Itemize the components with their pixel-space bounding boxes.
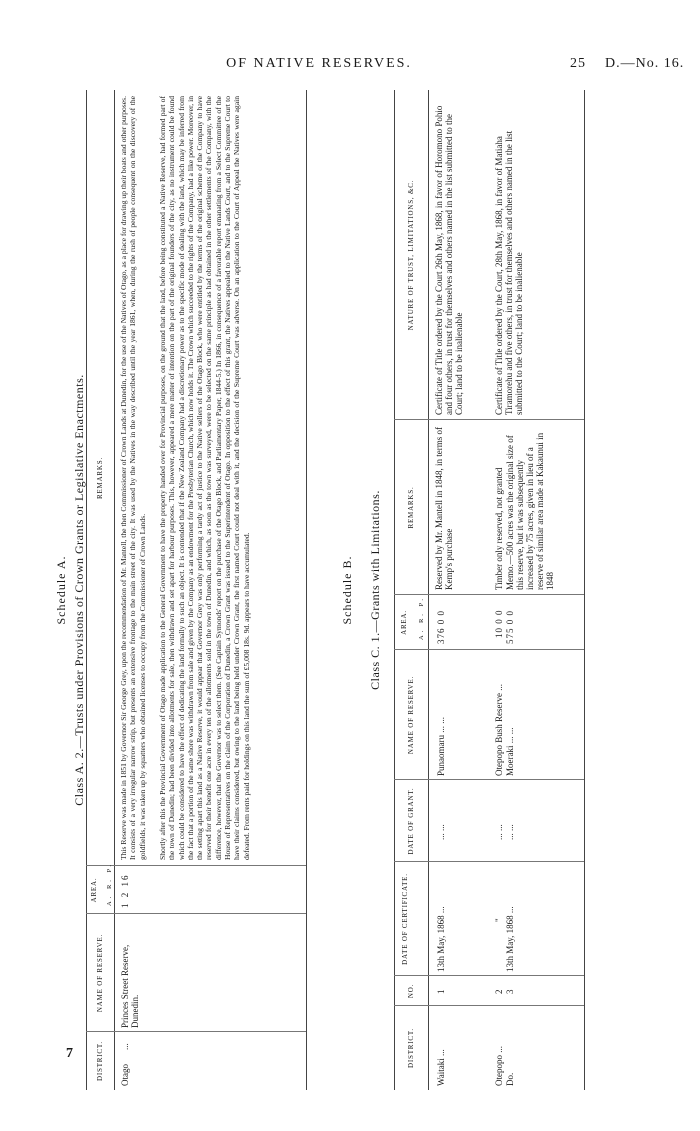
b-row1-reserve: Punaomaru ... ...	[436, 717, 446, 776]
b-row1-cert: 13th May, 1868 ...	[436, 906, 446, 972]
area-units-a: A. R. P.	[106, 861, 113, 906]
b-row2-no: 2	[494, 989, 504, 994]
col-no-b: NO.	[407, 983, 415, 999]
remarks-paragraph-2: Shortly after this the Provincial Government of Otago made application to the General Government to have the property handed over for Provincial purposes, on the ground that the land, before being constituted a Native Reserve, had formed part of the town of Dunedin; had been divided into allotments for sale, then withdrawn and set apart for harbour purposes. This, however, appeared a mere matter of intention on the part of the original founders of the city, as no instrument could be found which could be considered to have the effect of dedicating the land formally to such an object. It is contended that if the New Zealand Company had a discretionary power as to the specific mode of dealing with the land, which may be inferred from the fact that a portion of the same shore was withdrawn from sale and given by the Company as an endowment for the Presbyterian Church, which now holds it. The Crown which succeeded to the rights of the Company, had a like power. Moreover, in the setting apart this land as a Native Reserve, it would appear that Governor Grey was only performing a tardy act of justice to the Native sellers of the Otago Block, who were entitled by the terms of the original scheme of the Company to have reserved for their benefit one acre in every ten of the allotments sold in the town of Dunedin, and which, as soon as the town was surveyed, were to be selected on the same principle as had obtained in the other settlements of the Company, with the difference, however, that the Governor was to select them. (See Captain Symonds' report on the purchase of the Otago Block, and Parliamentary Paper, 1844-5.) In 1866, in consequence of a favorable report emanating from a Select Committee of the House of Representatives on the claim of the Corporation of Dunedin, a Crown Grant was issued to the Superintendent of Otago. In opposition to the effect of this grant, the Natives appealed to the Native Lands Court, and to the Supreme Court to have their claims considered, but owing to the land being held under Crown Grant, the first named Court could not deal with it, and the decision of the Supreme Court was adverse. On an application to the Court of Appeal the Natives were again defeated. From rents paid for holdings on this land the sum of £5,008 18s. 9d. appears to have accumulated.	[158, 96, 251, 860]
row-area: 1 2 16	[120, 873, 130, 908]
col-district-b: DISTRICT.	[407, 1028, 415, 1068]
b-row3-trust: Certificate of Title ordered by the Court, 28th May, 1868, in favor of Matiaha Tiramorehu and five others, in trust for themselves and others named in the list submitted to the Court; land to be inalienable	[494, 130, 524, 415]
b-row3-cert: 13th May, 1868 ...	[505, 906, 515, 972]
b-row2-cert: "	[494, 918, 504, 922]
row-district: Otago	[120, 1064, 130, 1086]
schedule-b-title: Schedule B.	[340, 555, 354, 625]
col-area-a: AREA.	[90, 877, 98, 903]
col-reserve-a: NAME OF RESERVE.	[96, 933, 104, 1013]
b-row1-grant: ... ...	[436, 824, 446, 840]
col-remarks-b: REMARKS.	[407, 486, 415, 529]
b-row1-area: 376 0 0	[436, 610, 446, 644]
schedule-b-table	[394, 90, 584, 1090]
b-row1-remarks: Reserved by Mr. Mantell in 1848, in terms of Kemp's purchase	[434, 427, 454, 590]
b-row1-district: Waitaki ...	[436, 1049, 446, 1086]
col-grant-date-b: DATE OF GRANT.	[407, 787, 415, 855]
side-number: 7	[66, 1046, 73, 1061]
b-row3-no: 3	[505, 989, 515, 994]
b-row3-grant: ... ...	[505, 824, 515, 840]
schedule-a-table	[86, 90, 306, 1090]
b-row3-district: Do.	[505, 1072, 515, 1086]
row-reserve: Princes Street Reserve, Dunedin.	[120, 944, 140, 1028]
b-row2-area: 10 0 0	[494, 609, 504, 638]
remarks-paragraph-1: This Reserve was made in 1851 by Governor Sir George Grey, upon the recommendation of Mr. Mantell, the then Commissioner of Crown Lands at Dunedin, for the use of the Natives of Otago, as a place for drawing up their boats and other purposes. It consists of a very irregular narrow strip, but presents an extensive frontage to the main street of the city. It was used by the Natives in the way described until the year 1861, when, during the rush of people consequent on the discovery of the goldfields, it was taken up by squatters who obtained licenses to occupy from the Commissioner of Crown Lands.	[119, 96, 147, 860]
col-trust-b: NATURE OF TRUST, LIMITATIONS, &C.	[407, 179, 415, 331]
col-area-b: AREA.	[400, 610, 408, 635]
area-units-b: A. R. P.	[418, 595, 425, 640]
row-dots: ...	[120, 1043, 130, 1050]
b-row2-district: Otepopo ...	[494, 1046, 504, 1086]
col-district-a: DISTRICT.	[96, 1041, 104, 1081]
col-remarks-a: REMARKS.	[96, 457, 104, 499]
running-header-title: OF NATIVE RESERVES.	[226, 56, 412, 71]
schedule-b-class-title: Class C. 1.—Grants with Limitations.	[368, 490, 382, 690]
col-reserve-b: NAME OF RESERVE.	[407, 675, 415, 755]
b-row3-remarks: Memo.—500 acres was the original size of this reserve, but it was subsequently increased by 75 acres, given in lieu of a reserve of similar area made at Kakaunui in 1848	[505, 432, 555, 590]
b-row1-no: 1	[436, 989, 446, 994]
col-cert-date-b: DATE OF CERTIFICATE.	[401, 873, 409, 965]
schedule-a-title: Schedule A.	[54, 555, 68, 625]
b-row1-trust: Certificate of Title ordered by the Court 26th May, 1868, in favor of Horomono Pohio and four others, in trust for themselves and others named in the list submitted to the Court; land to be inalienable	[434, 105, 464, 415]
document-code: D.—No. 16.	[605, 56, 685, 71]
schedule-a-class-title: Class A. 2.—Trusts under Provisions of Crown Grants or Legislative Enactments.	[72, 374, 86, 806]
b-row2-grant: ... ...	[494, 824, 504, 840]
b-row2-reserve: Otepopo Bush Reserve ...	[494, 684, 504, 776]
b-row3-reserve: Moeraki ... ...	[505, 727, 515, 776]
b-row3-area: 575 0 0	[505, 610, 515, 644]
b-row2-remarks: Timber only reserved, not granted	[494, 467, 504, 590]
rotated-landscape-content	[50, 90, 640, 1090]
page-number: 25	[570, 56, 586, 71]
